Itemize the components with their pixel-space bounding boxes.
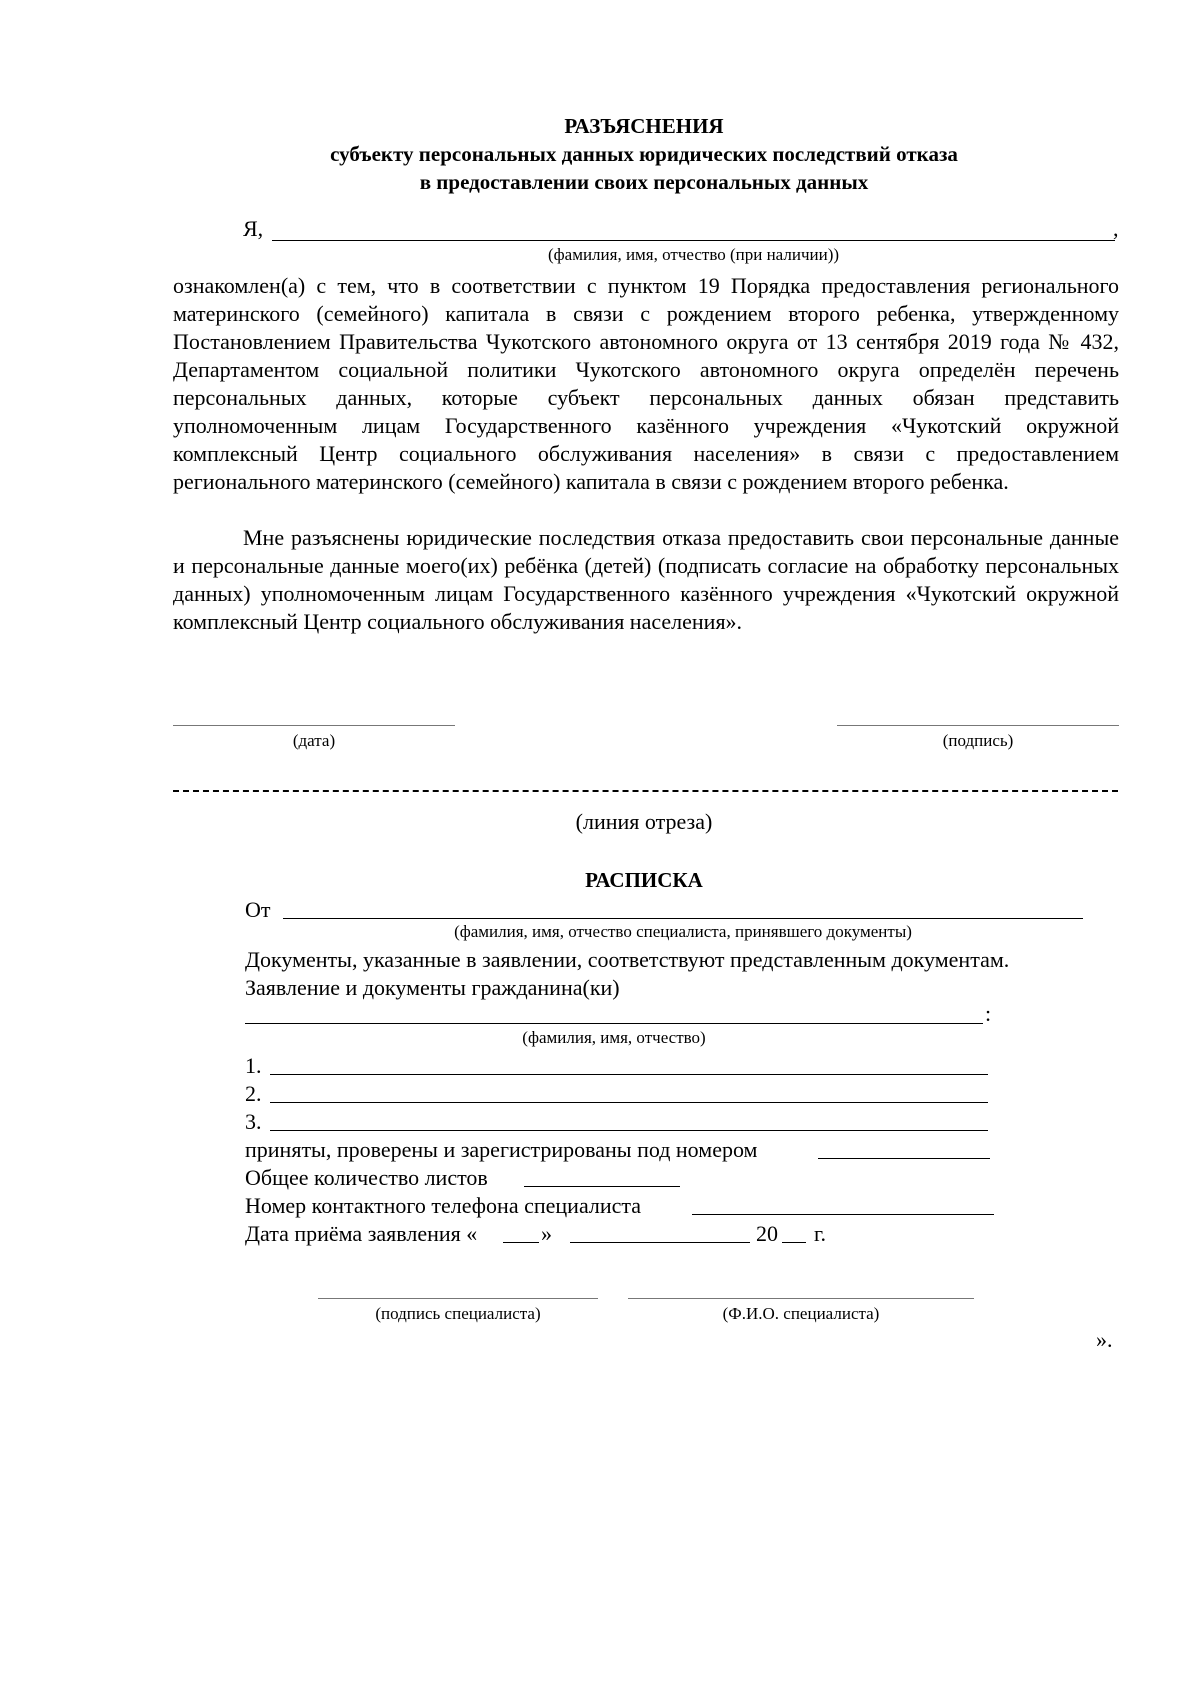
- specialist-signature-fill-line[interactable]: [318, 1298, 598, 1299]
- specialist-fill-line[interactable]: [283, 918, 1083, 919]
- citizen-colon: :: [985, 1001, 992, 1026]
- year-fill-line[interactable]: [782, 1242, 806, 1243]
- fio-caption: (фамилия, имя, отчество (при наличии)): [547, 245, 840, 264]
- fio-fill-line[interactable]: [272, 240, 1115, 241]
- from-label: От: [245, 897, 271, 922]
- registered-text: приняты, проверены и зарегистрированы под номером: [245, 1137, 758, 1162]
- docs-match-text: Документы, указанные в заявлении, соответствуют представленным документам.: [245, 947, 1010, 972]
- citizen-fio-fill-line[interactable]: [245, 1023, 983, 1024]
- document-subtitle-line1: субъекту персональных данных юридических последствий отказа: [330, 142, 958, 166]
- item-fill-line-2[interactable]: [270, 1102, 988, 1103]
- item-number-2: 2.: [245, 1081, 262, 1106]
- cut-dashed-line: [173, 790, 1118, 792]
- closing-quote: ».: [1096, 1327, 1113, 1352]
- document-subtitle-line2: в предоставлении своих персональных данных: [419, 170, 869, 194]
- date-caption: (дата): [292, 731, 336, 750]
- cut-line-caption: (линия отреза): [575, 809, 713, 834]
- ya-label: Я,: [243, 216, 264, 241]
- specialist-fio-caption: (Ф.И.О. специалиста): [722, 1304, 880, 1323]
- year-prefix: 20: [756, 1221, 778, 1246]
- intro-comma: ,: [1113, 216, 1119, 241]
- docs-of-citizen-text: Заявление и документы гражданина(ки): [245, 975, 620, 1000]
- specialist-caption: (фамилия, имя, отчество специалиста, принявшего документы): [454, 922, 912, 941]
- month-fill-line[interactable]: [570, 1242, 750, 1243]
- signature-caption: (подпись): [942, 731, 1014, 750]
- specialist-fio-fill-line[interactable]: [628, 1298, 974, 1299]
- item-number-3: 3.: [245, 1109, 262, 1134]
- item-number-1: 1.: [245, 1053, 262, 1078]
- date-close-quote: »: [541, 1221, 552, 1246]
- document-title: РАЗЪЯСНЕНИЯ: [564, 114, 724, 138]
- citizen-fio-caption: (фамилия, имя, отчество): [522, 1028, 706, 1047]
- paragraph-1: ознакомлен(а) с тем, что в соответствии с пунктом 19 Порядка предоставления регионального материнского (семейного) капитала в связи с рождением второго ребенка, утвержденному Постановлением Правительства Чукотского автономного округа от 13 сентября 2019 года № 432, Департаментом социальной политики Чукотского автономного округа определён перечень персональных данных, которые субъект персональных данных обязан представить уполномоченным лицам Государственного казённого учреждения «Чукотский окружной комплексный Центр социального обслуживания населения» в связи с предоставлением регионального материнского (семейного) капитала в связи с рождением второго ребенка.: [173, 273, 1119, 494]
- item-fill-line-3[interactable]: [270, 1130, 988, 1131]
- signature-fill-line[interactable]: [837, 725, 1119, 726]
- sheets-count-fill-line[interactable]: [524, 1186, 680, 1187]
- paragraph-2: Мне разъяснены юридические последствия отказа предоставить свои персональные данные и персональные данные моего(их) ребёнка (детей) (подписать согласие на обработку персональных данных) уполномоченным лицам Государственного казённого учреждения «Чукотский окружной комплексный Центр социального обслуживания населения».: [173, 525, 1119, 634]
- specialist-signature-caption: (подпись специалиста): [375, 1304, 541, 1323]
- date-fill-line[interactable]: [173, 725, 455, 726]
- registration-number-fill-line[interactable]: [818, 1158, 990, 1159]
- item-fill-line-1[interactable]: [270, 1074, 988, 1075]
- date-received-label: Дата приёма заявления «: [245, 1221, 478, 1246]
- receipt-title: РАСПИСКА: [585, 868, 703, 892]
- phone-text: Номер контактного телефона специалиста: [245, 1193, 642, 1218]
- sheets-count-text: Общее количество листов: [245, 1165, 488, 1190]
- phone-fill-line[interactable]: [692, 1214, 994, 1215]
- year-suffix: г.: [814, 1221, 827, 1246]
- day-fill-line[interactable]: [503, 1242, 539, 1243]
